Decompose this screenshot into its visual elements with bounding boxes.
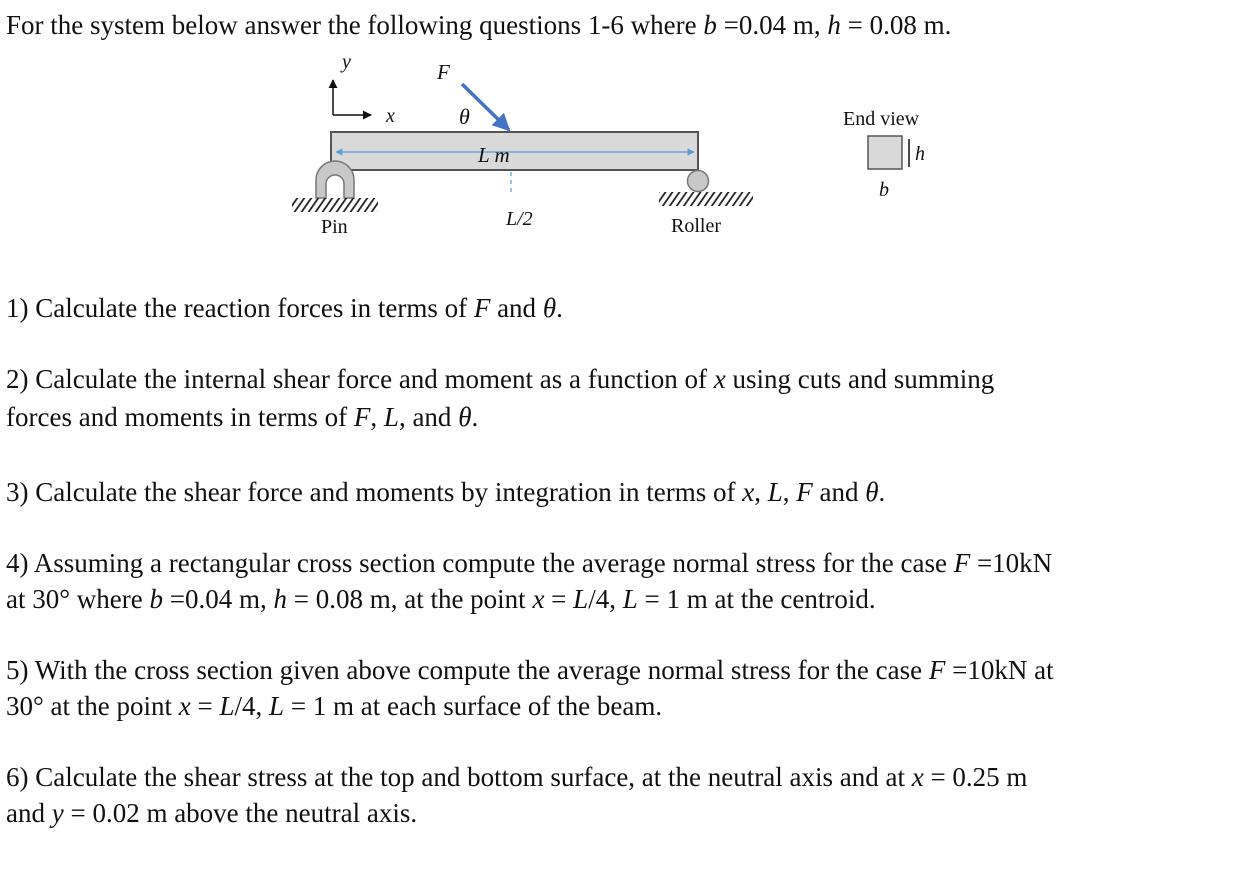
force-label: F bbox=[437, 60, 450, 84]
var-L: L bbox=[622, 584, 638, 614]
var-x: x bbox=[713, 364, 726, 394]
var-x: x bbox=[178, 691, 191, 721]
applied-force bbox=[436, 60, 509, 130]
question-text: , bbox=[754, 477, 768, 507]
var-theta: θ bbox=[865, 477, 879, 507]
length-label: L m bbox=[478, 143, 510, 167]
pin-support bbox=[292, 161, 378, 238]
question-1 bbox=[6, 295, 563, 322]
question-text: /4, bbox=[234, 691, 270, 721]
var-F: F bbox=[953, 548, 971, 578]
question-text: and bbox=[6, 798, 52, 828]
end-view-h-label: h bbox=[915, 143, 925, 165]
var-L: L bbox=[767, 477, 783, 507]
coordinate-axes bbox=[333, 51, 395, 127]
pin-ground-hatch bbox=[292, 198, 378, 212]
x-axis-label: x bbox=[386, 105, 395, 127]
var-x: x bbox=[911, 762, 924, 792]
question-5-continued bbox=[6, 693, 662, 720]
var-b: b bbox=[703, 10, 717, 40]
pin-label: Pin bbox=[321, 216, 348, 238]
roller-label: Roller bbox=[671, 215, 721, 237]
var-L: L bbox=[383, 402, 399, 432]
y-axis-label: y bbox=[342, 51, 351, 73]
question-4 bbox=[6, 550, 1052, 577]
question-text: =10kN at bbox=[945, 655, 1054, 685]
question-text: and bbox=[490, 293, 543, 323]
question-text: forces and moments in terms of bbox=[6, 402, 354, 432]
var-L: L bbox=[269, 691, 285, 721]
question-text: = bbox=[544, 584, 574, 614]
question-text: , bbox=[782, 477, 797, 507]
question-text: /4, bbox=[588, 584, 623, 614]
intro-text: = 0.08 m. bbox=[840, 10, 952, 40]
question-text: 30° at the point bbox=[6, 691, 179, 721]
var-F: F bbox=[796, 477, 813, 507]
question-5 bbox=[6, 657, 1054, 684]
question-6-continued bbox=[6, 800, 417, 827]
roller-ground-hatch bbox=[659, 192, 753, 206]
question-number: 6) bbox=[6, 762, 29, 792]
question-text: With the cross section given above compute the average normal stress for the case bbox=[28, 655, 929, 685]
var-theta: θ bbox=[458, 402, 472, 432]
question-text: = 0.02 m above the neutral axis. bbox=[63, 798, 418, 828]
question-text: using cuts and summing bbox=[725, 364, 995, 394]
cross-section bbox=[868, 136, 902, 169]
question-text: Calculate the shear stress at the top and bottom surface, at the neutral axis and at bbox=[28, 762, 912, 792]
beam bbox=[331, 132, 698, 170]
question-text: , bbox=[370, 402, 384, 432]
question-text: = 0.25 m bbox=[923, 762, 1028, 792]
half-length-label: L/2 bbox=[506, 208, 533, 230]
question-text: =10kN bbox=[970, 548, 1053, 578]
question-number: 1) bbox=[6, 293, 29, 323]
intro-text: For the system below answer the following questions 1-6 where bbox=[6, 10, 704, 40]
question-text: =0.04 m, bbox=[163, 584, 274, 614]
question-text: Calculate the internal shear force and moment as a function of bbox=[28, 364, 714, 394]
question-text: Calculate the reaction forces in terms of bbox=[28, 293, 474, 323]
question-text: at 30° where bbox=[6, 584, 150, 614]
question-3 bbox=[6, 479, 885, 506]
question-text: , and bbox=[398, 402, 459, 432]
var-x: x bbox=[742, 477, 755, 507]
intro-text: =0.04 m, bbox=[716, 10, 828, 40]
question-text: . bbox=[556, 293, 563, 323]
var-y: y bbox=[51, 798, 64, 828]
roller-wheel bbox=[688, 171, 709, 192]
question-number: 4) bbox=[6, 548, 29, 578]
question-text: and bbox=[812, 477, 866, 507]
question-number: 3) bbox=[6, 477, 29, 507]
question-number: 2) bbox=[6, 364, 29, 394]
var-F: F bbox=[353, 402, 371, 432]
question-text: = 1 m at each surface of the beam. bbox=[284, 691, 663, 721]
question-text: . bbox=[471, 402, 479, 432]
question-text: Calculate the shear force and moments by integration in terms of bbox=[28, 477, 743, 507]
var-h: h bbox=[273, 584, 287, 614]
var-theta: θ bbox=[542, 293, 557, 323]
var-L: L bbox=[219, 691, 235, 721]
end-view-label: End view bbox=[843, 108, 920, 130]
question-4-continued bbox=[6, 586, 876, 613]
question-text: . bbox=[878, 477, 886, 507]
var-F: F bbox=[928, 655, 946, 685]
var-F: F bbox=[473, 293, 491, 323]
question-number: 5) bbox=[6, 655, 29, 685]
var-h: h bbox=[827, 10, 841, 40]
var-b: b bbox=[149, 584, 163, 614]
end-view-b-label: b bbox=[879, 179, 889, 201]
theta-label: θ bbox=[459, 104, 470, 129]
pin-support-body bbox=[316, 161, 354, 198]
var-x: x bbox=[532, 584, 545, 614]
question-text: = 1 m at the centroid. bbox=[637, 584, 876, 614]
question-text: Assuming a rectangular cross section compute the average normal stress for the case bbox=[28, 548, 954, 578]
beam-diagram bbox=[0, 0, 1246, 260]
question-6 bbox=[6, 764, 1027, 791]
question-2 bbox=[6, 366, 994, 393]
question-text: = 0.08 m, at the point bbox=[286, 584, 533, 614]
roller-support bbox=[659, 171, 753, 238]
var-L: L bbox=[573, 584, 589, 614]
end-view bbox=[843, 108, 925, 201]
question-2-continued bbox=[6, 404, 478, 431]
question-text: = bbox=[190, 691, 220, 721]
